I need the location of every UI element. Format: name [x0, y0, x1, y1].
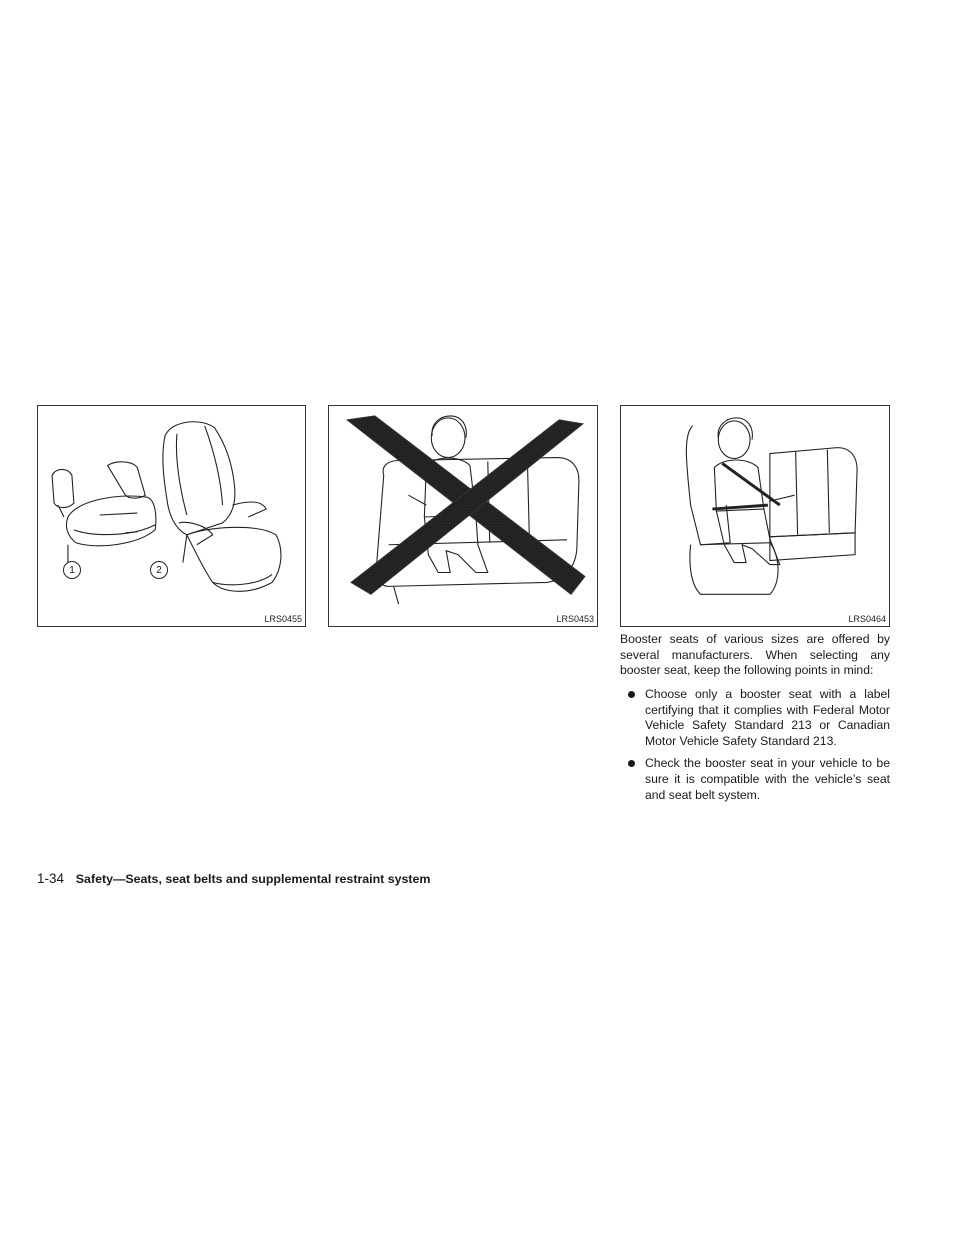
bullet-dot-icon [628, 760, 635, 767]
correct-use-illustration [621, 406, 889, 626]
section-title: Safety—Seats, seat belts and supplemental restraint system [75, 872, 431, 886]
rear-seat-drawing [770, 448, 857, 561]
list-item [620, 756, 890, 803]
figure-incorrect-belt-use [328, 405, 598, 627]
list-item-text: Check the booster seat in your vehicle to be sure it is compatible with the vehicle’s seat and seat belt system. [645, 756, 890, 802]
backless-booster-drawing [52, 462, 156, 563]
list-item [620, 687, 890, 749]
page-number: 1-34 [37, 871, 65, 886]
figure-correct-belt-use [620, 405, 890, 627]
booster-checklist [620, 687, 890, 810]
bullet-dot-icon [628, 691, 635, 698]
callout-2: 2 [150, 561, 168, 579]
callout-1: 1 [63, 561, 81, 579]
crossed-out-mark [347, 416, 585, 594]
incorrect-use-illustration [329, 406, 597, 626]
figure-booster-seats [37, 405, 306, 627]
figure-code: LRS0464 [848, 614, 886, 624]
booster-seats-illustration [38, 406, 305, 626]
list-item-text: Choose only a booster seat with a label certifying that it complies with Federal Motor Vehicle Safety Standard 213 or Canadian Motor Vehicle Safety Standard 213. [645, 687, 890, 748]
highback-booster-drawing [163, 422, 281, 592]
page-footer [37, 871, 430, 886]
figure-code: LRS0453 [556, 614, 594, 624]
figure-code: LRS0455 [264, 614, 302, 624]
booster-and-child-drawing [686, 418, 794, 594]
intro-paragraph: Booster seats of various sizes are offered by several manufacturers. When selecting any booster seat, keep the following points in mind: [620, 632, 890, 678]
